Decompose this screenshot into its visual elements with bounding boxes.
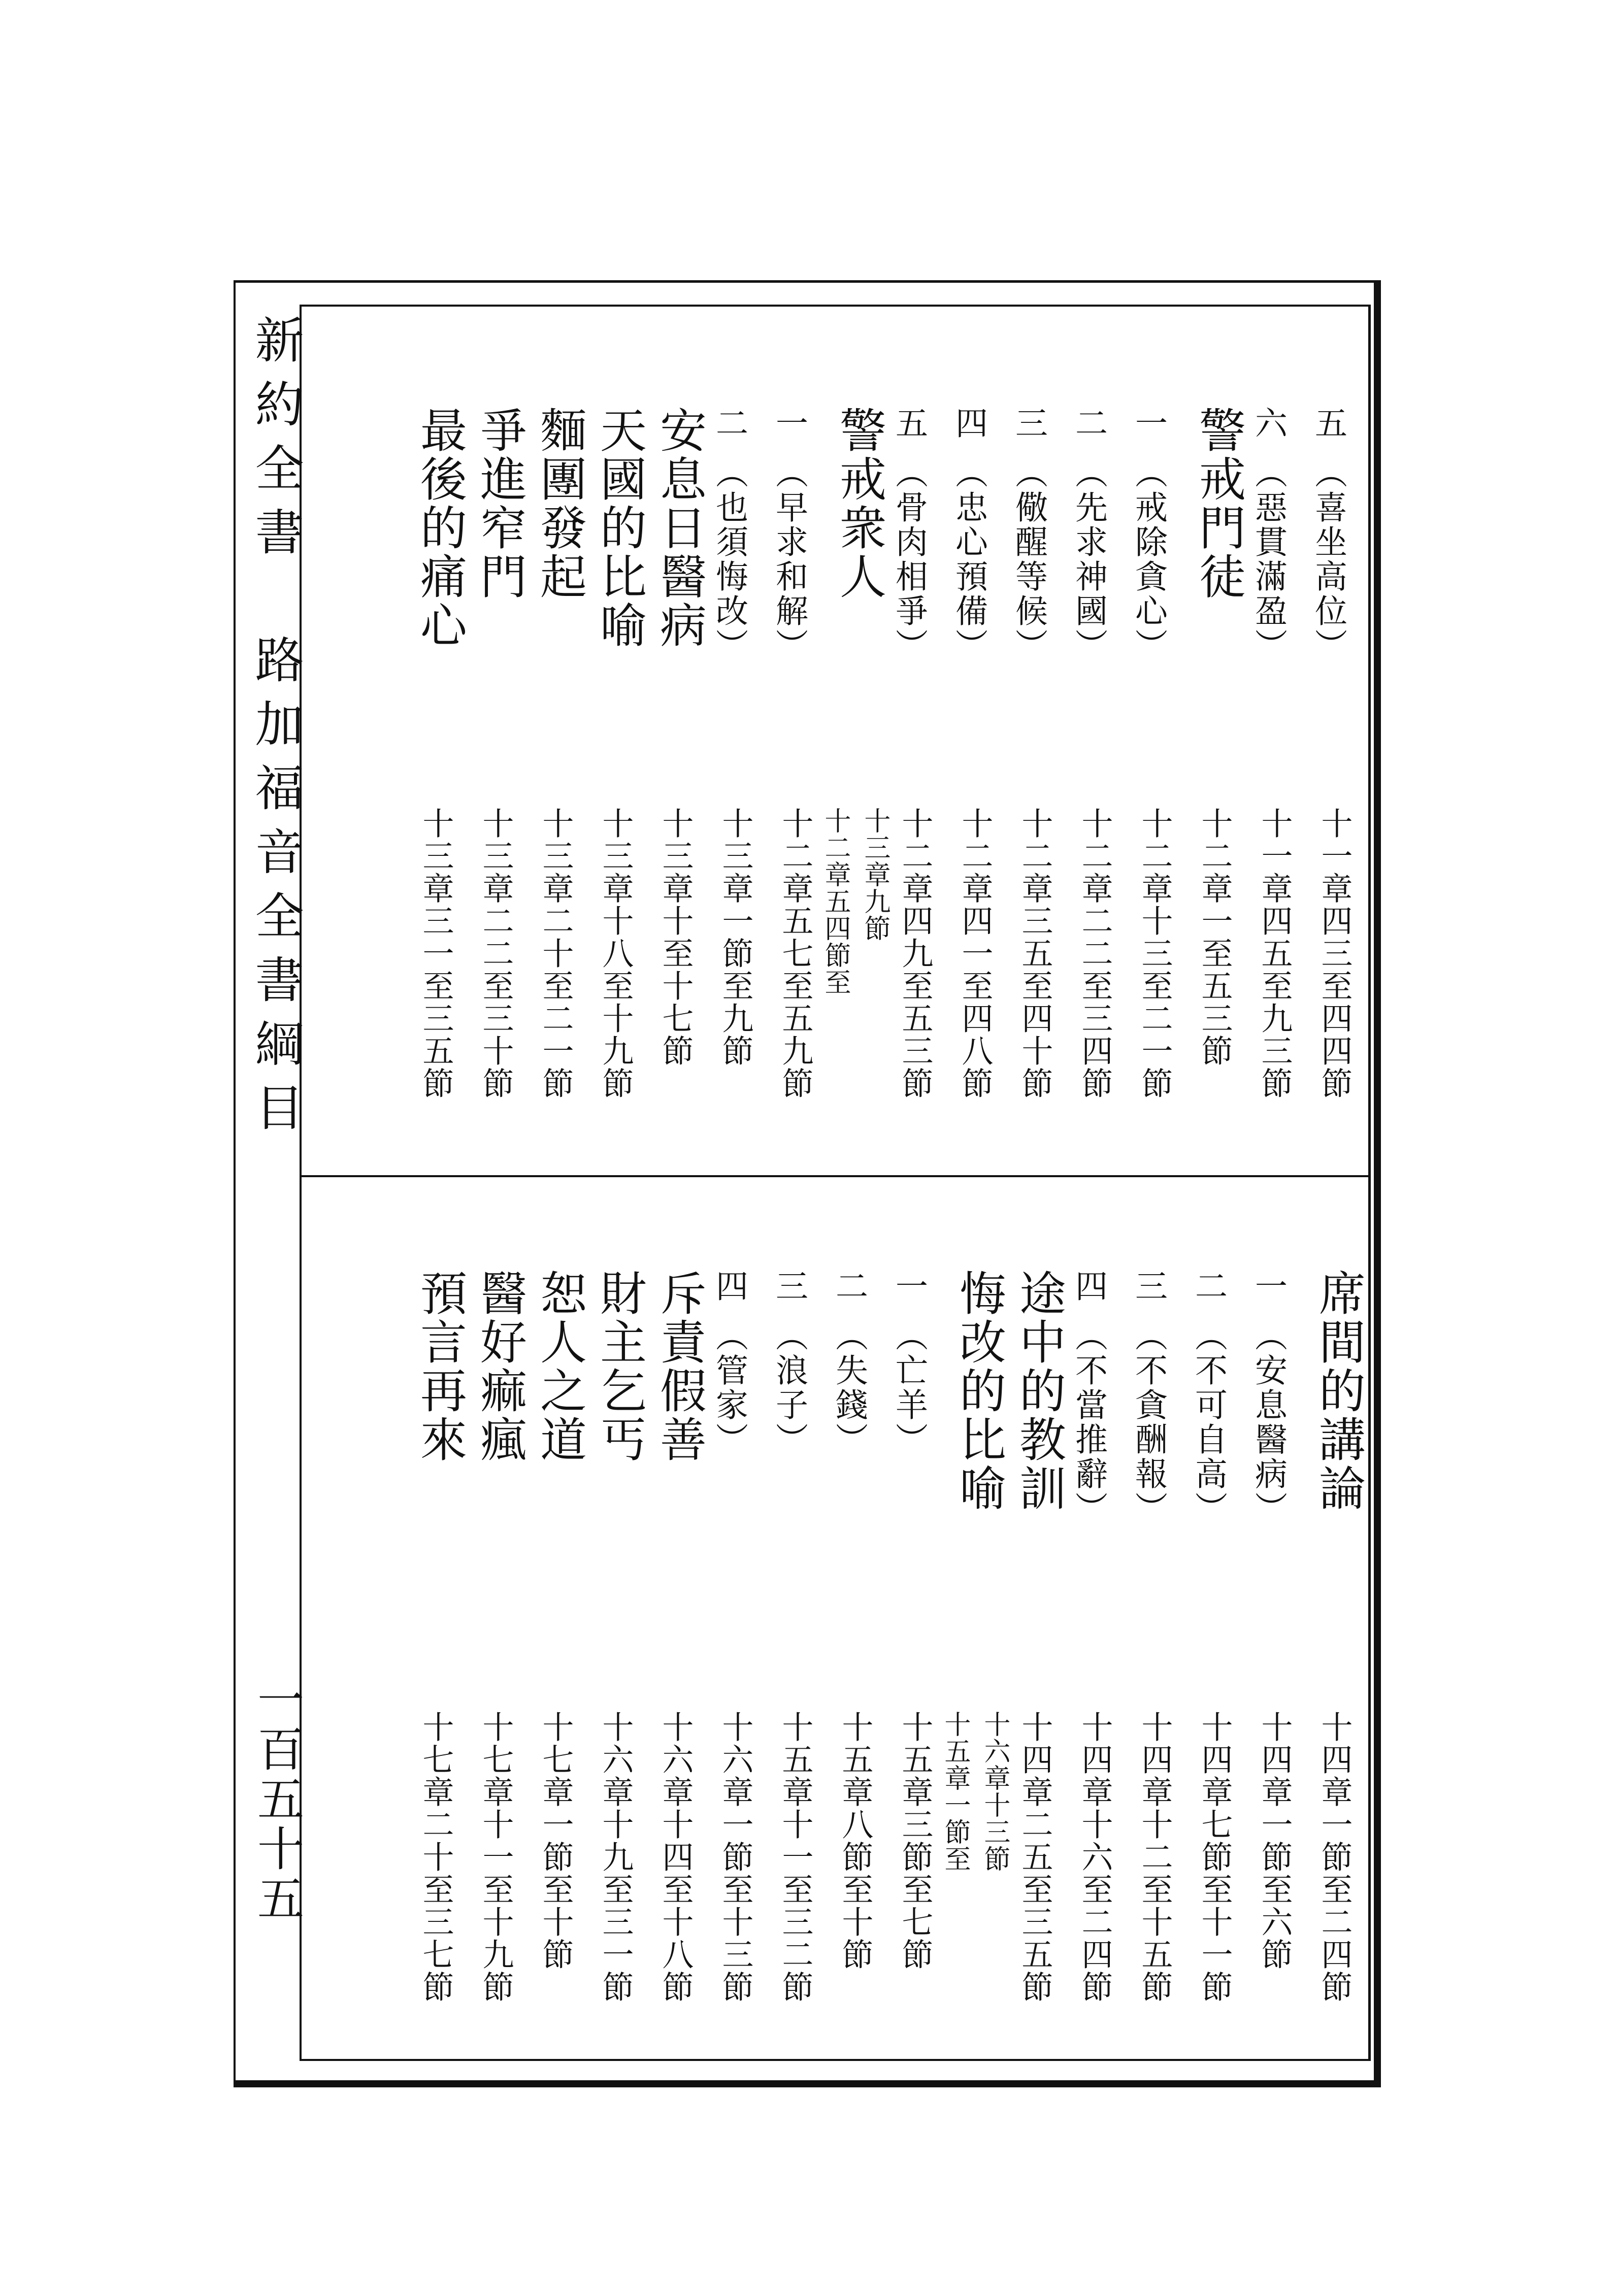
chapter-reference: 十四章一節至六節 bbox=[1256, 1711, 1293, 1971]
entry-label: （不貪酬報） bbox=[1130, 1319, 1167, 1526]
entry-label: （喜坐高位） bbox=[1309, 456, 1347, 663]
toc-entry bbox=[1185, 406, 1246, 603]
toc-entry bbox=[1245, 1269, 1296, 1528]
toc-entry bbox=[1305, 1269, 1366, 1515]
section-title: 斥責假善 bbox=[652, 1269, 707, 1464]
chapter-reference-continued: 十三章九節 bbox=[860, 807, 890, 942]
entry-number: 三 bbox=[1130, 1269, 1167, 1302]
entry-number: 二 bbox=[1190, 1269, 1227, 1302]
toc-entry bbox=[1005, 1269, 1066, 1515]
entry-label: （亡羊） bbox=[890, 1319, 928, 1457]
chapter-reference: 十四章十二至十五節 bbox=[1136, 1711, 1173, 2003]
toc-entry bbox=[526, 1269, 587, 1466]
section-title: 席間的講論 bbox=[1311, 1269, 1366, 1513]
toc-entry bbox=[945, 1269, 1006, 1515]
page-number: 一百五十五 bbox=[250, 1675, 304, 1924]
chapter-reference: 十二章四九至五三節 bbox=[897, 807, 934, 1100]
chapter-reference: 十三章十八至十九節 bbox=[597, 807, 634, 1100]
chapter-reference: 十六章一節至十三節 bbox=[717, 1711, 754, 2003]
toc-entry bbox=[826, 406, 886, 603]
toc-entry bbox=[1305, 406, 1356, 665]
entry-number: 六 bbox=[1249, 406, 1287, 439]
toc-entry bbox=[466, 1269, 527, 1466]
chapter-reference: 十三章一節至九節 bbox=[717, 807, 754, 1067]
section-title: 警戒門徒 bbox=[1192, 406, 1246, 601]
toc-entry bbox=[586, 1269, 647, 1466]
section-title: 麵團發起 bbox=[533, 406, 587, 601]
chapter-reference: 十六章十四至十八節 bbox=[657, 1711, 694, 2003]
entry-label: （惡貫滿盈） bbox=[1249, 456, 1287, 663]
entry-number: 四 bbox=[1070, 1269, 1107, 1302]
toc-entry bbox=[1125, 406, 1176, 665]
chapter-reference: 十五章八節至十節 bbox=[837, 1711, 874, 1971]
toc-entry bbox=[706, 1269, 756, 1459]
toc-entry bbox=[526, 406, 587, 603]
toc-entry bbox=[406, 406, 467, 652]
entry-number: 三 bbox=[1010, 406, 1047, 439]
toc-entry bbox=[766, 1269, 816, 1459]
entry-label: （不可自高） bbox=[1190, 1319, 1227, 1526]
chapter-reference: 十二章三五至四十節 bbox=[1016, 807, 1053, 1100]
section-title: 醫好痲瘋 bbox=[473, 1269, 527, 1464]
chapter-reference: 十四章十六至二四節 bbox=[1076, 1711, 1113, 2003]
chapter-reference: 十五章十一至三二節 bbox=[777, 1711, 814, 2003]
entry-label: （儆醒等候） bbox=[1010, 456, 1047, 663]
entry-label: （戒除貪心） bbox=[1130, 456, 1167, 663]
entry-number: 四 bbox=[950, 406, 987, 439]
chapter-reference: 十二章五七至五九節 bbox=[777, 807, 814, 1100]
section-title: 爭進窄門 bbox=[473, 406, 527, 601]
chapter-reference: 十一章四五至九三節 bbox=[1256, 807, 1293, 1100]
toc-entry bbox=[466, 406, 527, 603]
margin-column bbox=[236, 315, 304, 2051]
chapter-reference: 十五章三節至七節 bbox=[897, 1711, 934, 1971]
section-title: 預言再來 bbox=[413, 1269, 467, 1464]
entry-number: 四 bbox=[710, 1269, 748, 1302]
toc-entry bbox=[766, 406, 816, 665]
entry-label: （先求神國） bbox=[1070, 456, 1107, 663]
entry-label: （不當推辭） bbox=[1070, 1319, 1107, 1526]
entry-label: （失錢） bbox=[830, 1319, 868, 1457]
chapter-reference: 十二章四一至四八節 bbox=[956, 807, 994, 1100]
chapter-reference: 十三章三一至三五節 bbox=[417, 807, 454, 1100]
chapter-reference: 十二章二二至三四節 bbox=[1076, 807, 1113, 1100]
section-title: 財主乞丐 bbox=[592, 1269, 647, 1464]
chapter-reference: 十七章二十至三七節 bbox=[417, 1711, 454, 2003]
chapter-reference: 十七章十一至十九節 bbox=[477, 1711, 514, 2003]
section-title: 途中的教訓 bbox=[1012, 1269, 1066, 1513]
chapter-reference: 十四章七節至十一節 bbox=[1196, 1711, 1233, 2003]
entry-number: 五 bbox=[890, 406, 928, 439]
toc-entry bbox=[1005, 406, 1056, 665]
section-title: 警戒衆人 bbox=[832, 406, 886, 601]
section-title: 悔改的比喻 bbox=[952, 1269, 1006, 1513]
entry-number: 一 bbox=[1249, 1269, 1287, 1302]
entry-label: （忠心預備） bbox=[950, 456, 987, 663]
toc-entry bbox=[826, 1269, 876, 1459]
chapter-reference: 十三章十至十七節 bbox=[657, 807, 694, 1067]
chapter-reference: 十三章二十至二一節 bbox=[537, 807, 574, 1100]
toc-entry bbox=[406, 1269, 467, 1466]
entry-label: （骨肉相爭） bbox=[890, 456, 928, 663]
toc-entry bbox=[646, 1269, 707, 1466]
chapter-reference: 十四章一節至二四節 bbox=[1316, 1711, 1353, 2003]
entry-label: （早求和解） bbox=[770, 456, 808, 663]
section-title: 恕人之道 bbox=[533, 1269, 587, 1464]
chapter-reference: 十五章一節至 bbox=[940, 1711, 970, 1872]
toc-entry bbox=[646, 406, 707, 652]
toc-entry bbox=[706, 406, 756, 665]
toc-entry bbox=[1185, 1269, 1236, 1528]
chapter-reference: 十二章十三至二一節 bbox=[1136, 807, 1173, 1100]
section-title: 最後的痛心 bbox=[413, 406, 467, 650]
chapter-reference: 十二章五四節至 bbox=[820, 807, 850, 995]
toc-entry bbox=[945, 406, 996, 665]
entry-label: （浪子） bbox=[770, 1319, 808, 1457]
entry-label: （管家） bbox=[710, 1319, 748, 1457]
toc-entry bbox=[1065, 1269, 1116, 1528]
toc-entry bbox=[885, 1269, 936, 1459]
entry-number: 一 bbox=[890, 1269, 928, 1302]
section-divider bbox=[300, 1175, 1371, 1177]
chapter-reference: 十一章四三至四四節 bbox=[1316, 807, 1353, 1100]
entry-number: 五 bbox=[1309, 406, 1347, 439]
book-title: 新約全書 路加福音全書綱目 bbox=[247, 315, 304, 1146]
toc-entry bbox=[1245, 406, 1296, 665]
chapter-reference: 十四章二五至三五節 bbox=[1016, 1711, 1053, 2003]
toc-entry bbox=[586, 406, 647, 652]
entry-number: 二 bbox=[710, 406, 748, 439]
toc-entry bbox=[1065, 406, 1116, 665]
chapter-reference: 十七章一節至十節 bbox=[537, 1711, 574, 1971]
entry-number: 三 bbox=[770, 1269, 808, 1302]
entry-number: 二 bbox=[1070, 406, 1107, 439]
chapter-reference: 十六章十九至三一節 bbox=[597, 1711, 634, 2003]
section-title: 安息日醫病 bbox=[652, 406, 707, 650]
chapter-reference-continued: 十六章十三節 bbox=[979, 1711, 1010, 1872]
section-title: 天國的比喻 bbox=[592, 406, 647, 650]
entry-number: 二 bbox=[830, 1269, 868, 1302]
chapter-reference: 十三章二二至三十節 bbox=[477, 807, 514, 1100]
entry-number: 一 bbox=[770, 406, 808, 439]
entry-number: 一 bbox=[1130, 406, 1167, 439]
entry-label: （安息醫病） bbox=[1249, 1319, 1287, 1526]
toc-entry bbox=[885, 406, 936, 665]
chapter-reference: 十二章一至五三節 bbox=[1196, 807, 1233, 1067]
toc-entry bbox=[1125, 1269, 1176, 1528]
entry-label: （也須悔改） bbox=[710, 456, 748, 663]
